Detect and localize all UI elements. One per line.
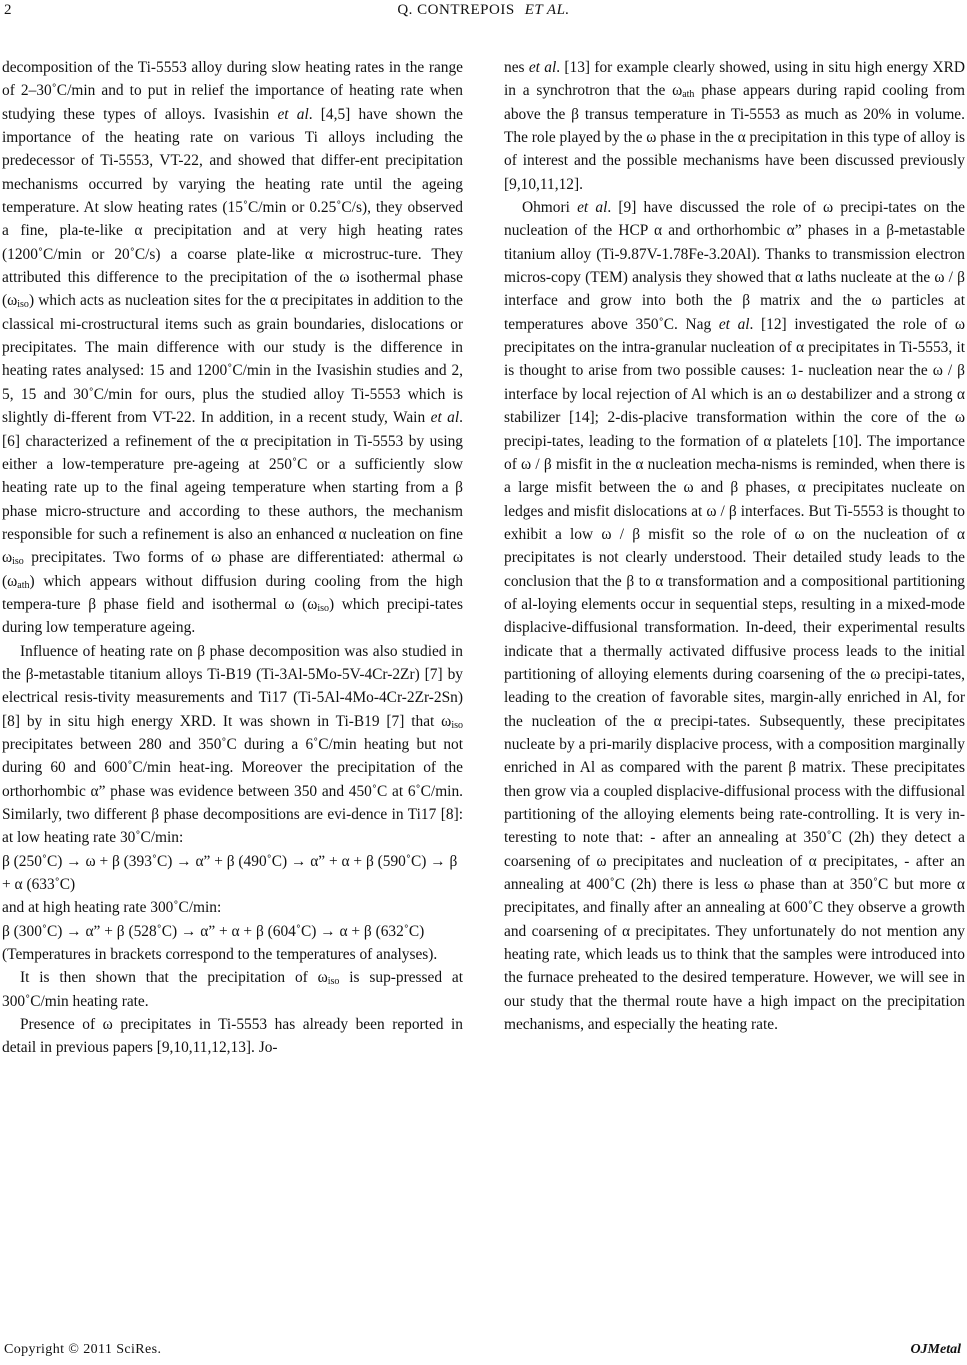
running-head bbox=[0, 2, 967, 19]
footer-copyright: Copyright © 2011 SciRes. bbox=[4, 1342, 162, 1357]
reaction-sequence-intro: and at high heating rate 300˚C/min: bbox=[2, 899, 222, 917]
right-paragraph-1: nes et al. [13] for example clearly showed, using in situ high energy XRD in a synchrotron that the $\omega_{ath}$ phase appears during rapid cooling from above the β transus temperature in Ti-5553 as much as 20% in volume. The role played by the ω phase in the α precipitation in this type of alloy is of interest and the possible mechanisms have been discussed previously [9,10,11,12]. bbox=[504, 59, 966, 193]
left-paragraph-2: Influence of heating rate on β phase decomposition was also studied in the β-metastable titanium alloys Ti-B19 (Ti-3Al-5Mo-5V-4Cr-2Zr) [7] by electrical resis-tivity measurements and Ti17 (Ti-5Al-4Mo-4Cr-2Zr-2Sn) [8] by in situ high energy XRD. It was shown in Ti-B19 [7] that $\omega_{iso}$ precipitates between 280 and 350˚C during a 6˚C/min heating but not during 60 and 600˚C/min heat-ing. Moreover the precipitation of the orthorhombic α” phase was evidence between 350 and 450˚C at 6˚C/min. Similarly, two different β phase decompositions are evi-dence in Ti17 [8]: at low heating rate 30˚C/min: bbox=[2, 642, 463, 847]
footer-journal: OJMetal bbox=[910, 1342, 961, 1357]
left-column bbox=[2, 56, 463, 1060]
reaction-sequence-low-rate: β (250˚C) → ω + β (393˚C) → α” + β (490˚C) → α” + α + β (590˚C) → β + α (633˚C) bbox=[2, 852, 458, 894]
left-paragraph-3: (Temperatures in brackets correspond to the temperatures of analyses). bbox=[2, 946, 438, 964]
reaction-sequence-high-rate: β (300˚C) → α” + β (528˚C) → α” + α + β (604˚C) → α + β (632˚C) bbox=[2, 922, 425, 940]
left-paragraph-4: It is then shown that the precipitation of $\omega_{iso}$ is sup-pressed at 300˚C/min heating rate. bbox=[2, 969, 463, 1010]
running-head-et-al: ET AL. bbox=[524, 2, 570, 18]
page-number: 2 bbox=[4, 2, 12, 18]
right-paragraph-2: Ohmori et al. [9] have discussed the role of ω precipi-tates on the nucleation of the HCP α and orthorhombic α” phases in a β-metastable titanium alloy (Ti-9.87V-1.78Fe-3.20Al). Thanks to transmission electron micros-copy (TEM) analysis they showed that α laths nucleate at the ω / β interface and grow into both the β matrix and the ω particles at temperatures above 350˚C. Nag et al. [12] investigated the role of ω precipitates on the intra-granular nucleation of α precipitates in Ti-5553, it is thought to arise from two possible causes: 1- nucleation near the ω / β interface by local rejection of Al which is an ω destabilizer and a strong α stabilizer [14]; 2-dis-placive transformation within the core of the ω precipi-tates, leading to the formation of α platelets [10]. The importance of ω / β misfit in the α nucleation mecha-nisms is reminded, when there is a large misfit between the ω and β phases, α precipitates nucleate on ledges and misfit dislocations at ω / β interfaces. But Ti-5553 is thought to exhibit a low ω / β misfit so the role of ω on the nucleation of α precipitates is not clearly understood. Their detailed study leads to the conclusion that the β to α transformation and a compositional partitioning of al-loying elements occur in sequential steps, resulting in a mixed-mode displacive-diffusional transformation. In-deed, their experimental results indicate that a thermally activated diffusive process leads to the initial partitioning of alloying elements during coarsening of the ω precipi-tates, leading to the creation of favorable sites, margin-ally enriched in Al, for the nucleation of the α precipi-tates. Subsequently, these precipitates nucleate by a pri-marily displacive process, with a composition marginally enriched in Al as compared with the parent β matrix. These precipitates then grow via a coupled displacive-diffusional process with the diffusional partitioning of the alloying elements being rate-controlling. It is very in-teresting to note that: - after an annealing at 350˚C (2h) they detect a coarsening of ω precipitates and nucleation of α precipitates, - after an annealing at 400˚C (2h) there is less ω phase than at 350˚C but more α precipitates, and finally after an annealing at 600˚C they observe a growth and coarsening of α precipitates. They unfortunately do not mention any heating rate, which leads us to think that the samples were introduced into the furnace preheated to the desired temperature. However, we will see in our study that the thermal route have a high impact on the precipitation mechanisms, and especially the heating rate. bbox=[504, 199, 966, 1034]
right-column bbox=[504, 56, 965, 1036]
left-paragraph-1: decomposition of the Ti-5553 alloy during slow heating rates in the range of 2–30˚C/min and to put in relief the importance of heating rate when studying these types of alloys. Ivasishin et al. [4,5] have shown the importance of the heating rate on various Ti alloys including the predecessor of Ti-5553, VT-22, and showed that differ-ent precipitation mechanisms occurred by varying the heating rate until the ageing temperature. At slow heating rates (15˚C/min or 0.25˚C/s), they observed a fine, pla-te-like α precipitation and at very high heating rates (1200˚C/min or 20˚C/s) a coarse plate-like α microstruc-ture. They attributed this difference to the precipitation of the ω isothermal phase $(\omega_{iso})$ which acts as nucleation sites for the α precipitates in addition to the classical mi-crostructural items such as grain boundaries, dislocations or precipitates. The main difference with our study is the difference in heating rates analysed: 15 and 1200˚C/min in the Ivasishin studies and 2, 5, 15 and 30˚C/min for ours, plus the studied alloy Ti-5553 which is slightly di-fferent from VT-22. In addition, in a recent study, Wain et al. [6] characterized a refinement of the α precipitation in Ti-5553 by using either a low-temperature pre-ageing at 250˚C or a sufficiently slow heating rate up to the final ageing temperature when starting from a β phase micro-structure and according to these authors, the mechanism responsible for such a refinement is also an enhanced α nucleation on fine $\omega_{iso}$ precipitates. Two forms of ω phase are differentiated: athermal ω $(\omega_{ath})$ which appears without diffusion during cooling from the high tempera-ture β phase field and isothermal ω $(\omega_{iso})$ which precipi-tates during low temperature ageing. bbox=[2, 59, 463, 637]
left-paragraph-5: Presence of ω precipitates in Ti-5553 has already been reported in detail in previous papers [9,10,11,12,13]. Jo- bbox=[2, 1016, 463, 1057]
running-head-author: Q. CONTREPOIS bbox=[397, 2, 515, 18]
